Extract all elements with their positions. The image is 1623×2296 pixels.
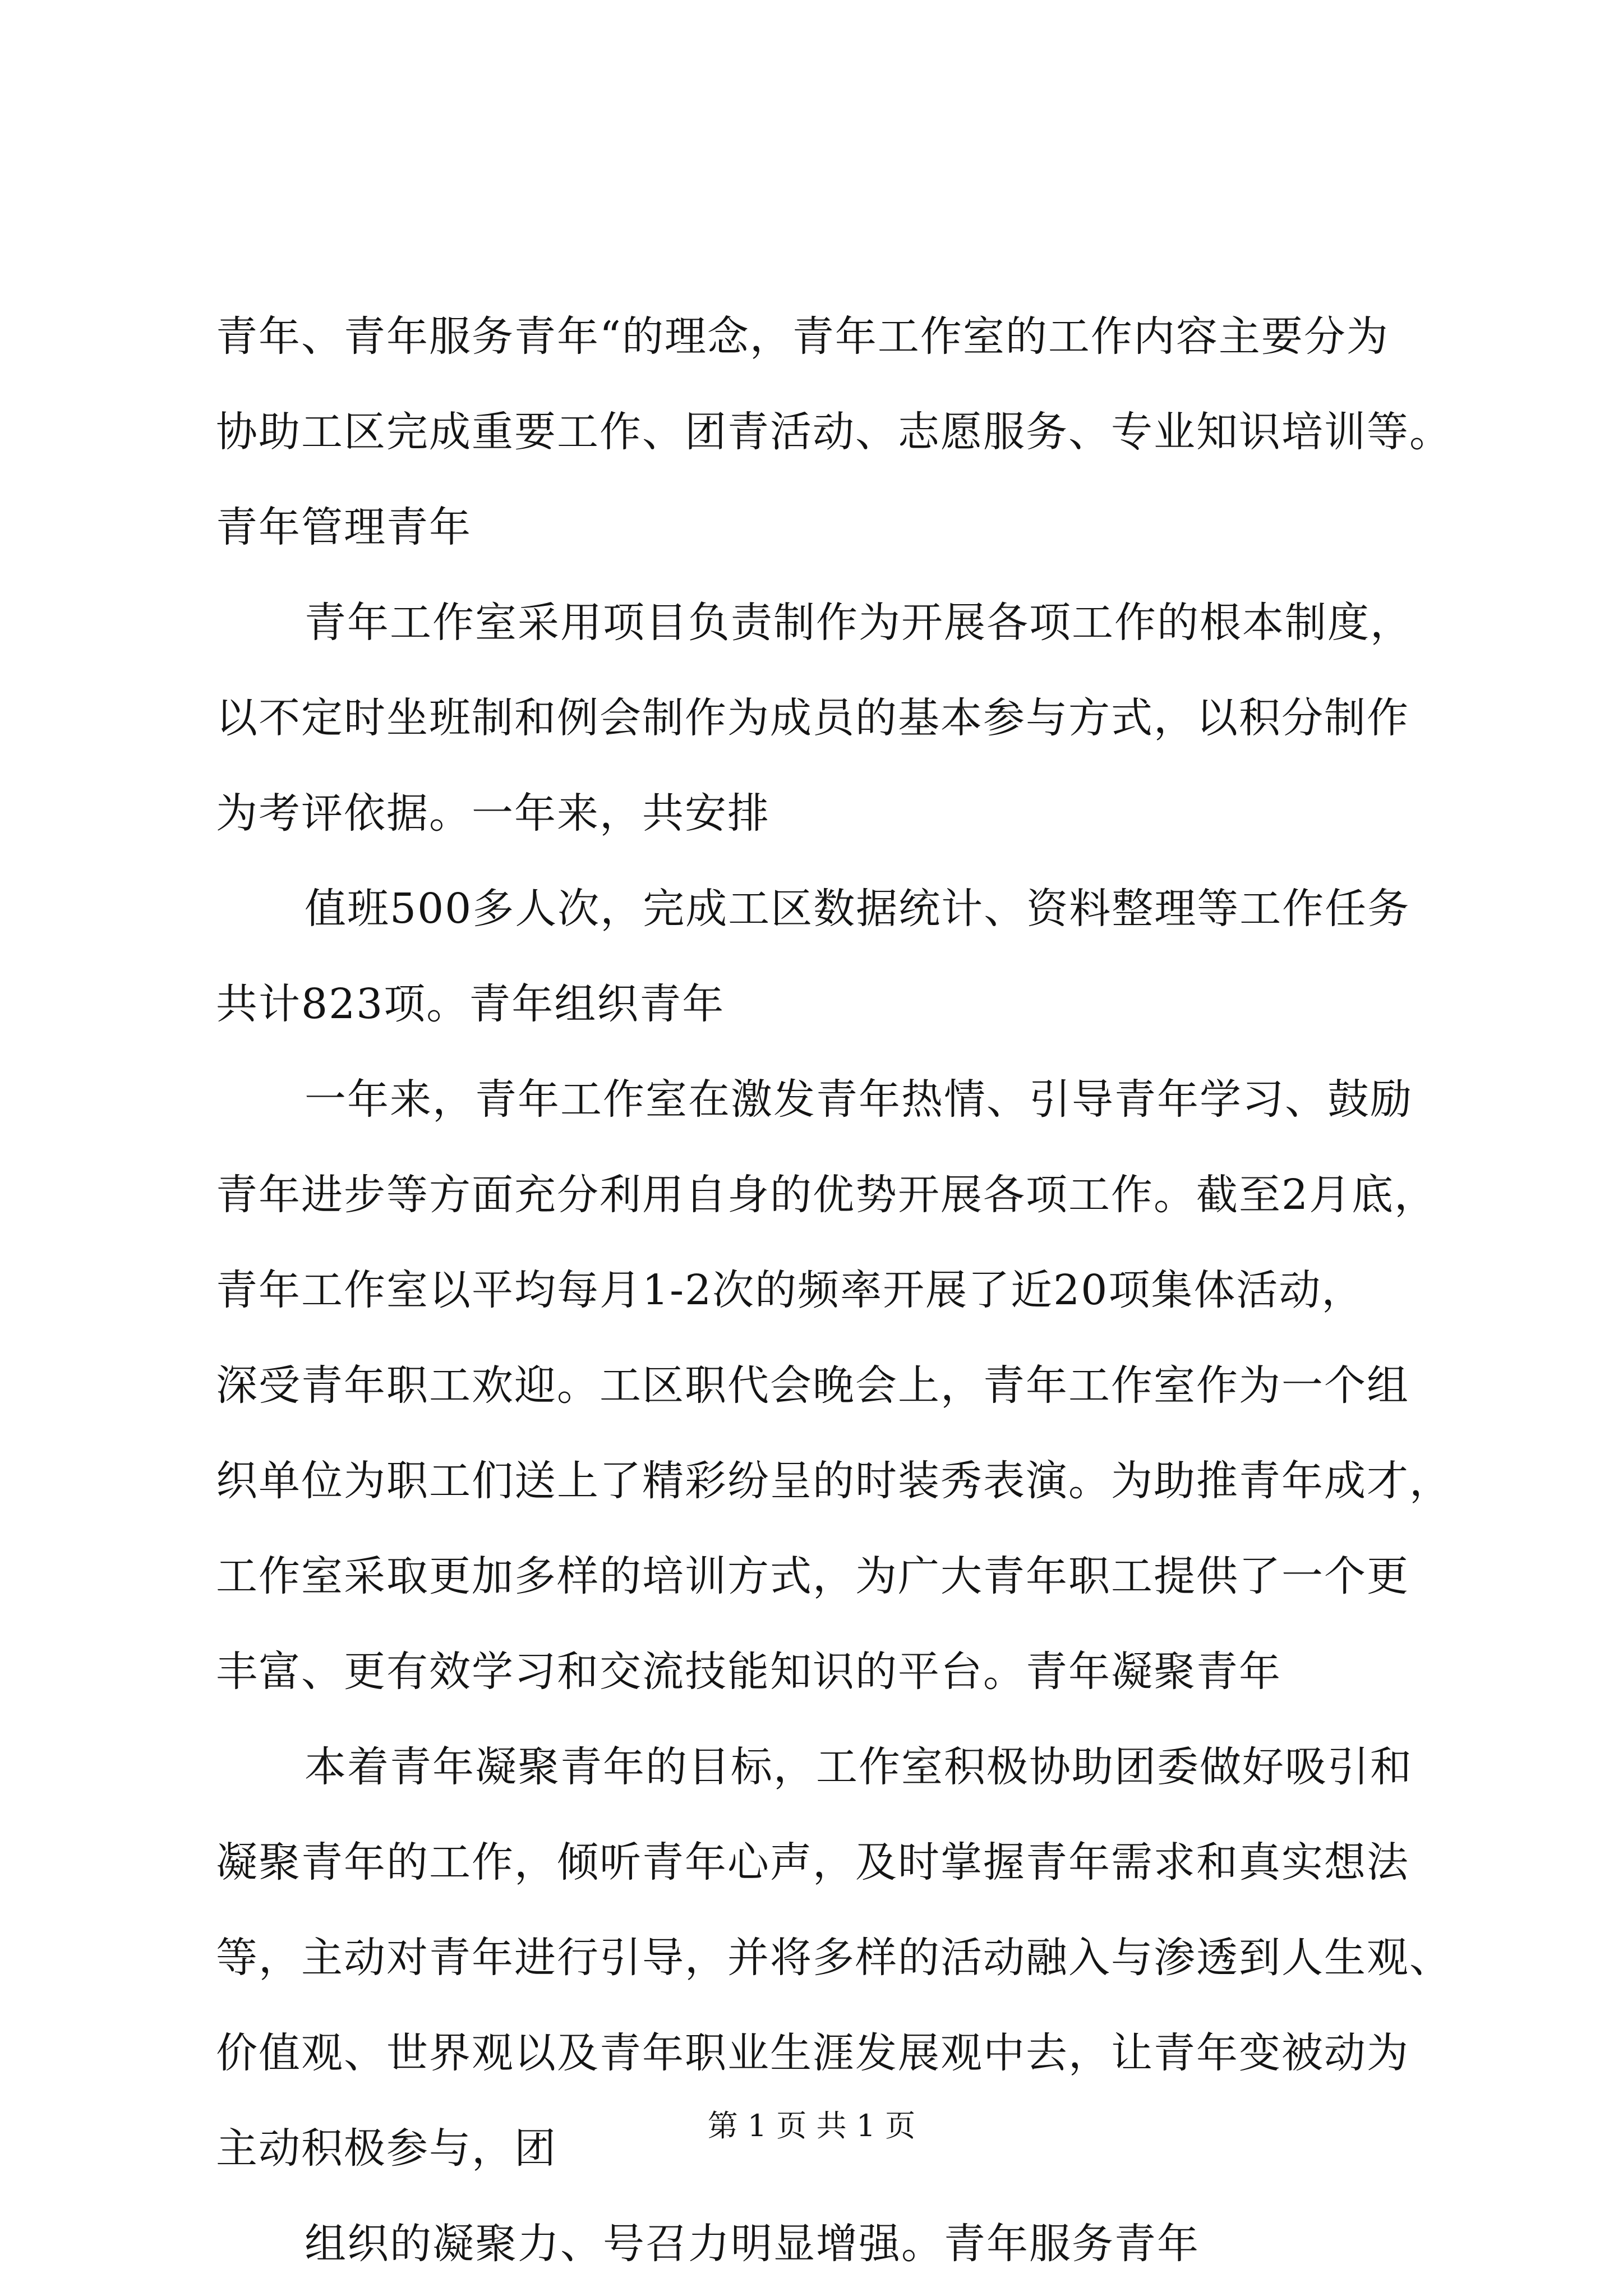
page-number-footer: 第 1 页 共 1 页 <box>707 2108 916 2143</box>
text-line: 本着青年凝聚青年的目标，工作室积极协助团委做好吸引和 <box>305 1743 1413 1791</box>
text-line: 值班500多人次，完成工区数据统计、资料整理等工作任务 <box>305 885 1410 933</box>
text-line: 一年来，青年工作室在激发青年热情、引导青年学习、鼓励 <box>305 1075 1413 1124</box>
text-line: 丰富、更有效学习和交流技能知识的平台。青年凝聚青年 <box>216 1648 1281 1696</box>
text-line: 等，主动对青年进行引导，并将多样的活动融入与渗透到人生观、 <box>216 1934 1452 1982</box>
text-line: 青年工作室以平均每月1-2次的频率开展了近20项集体活动， <box>216 1266 1364 1314</box>
text-line: 青年工作室采用项目负责制作为开展各项工作的根本制度， <box>305 599 1413 647</box>
text-line: 织单位为职工们送上了精彩纷呈的时装秀表演。为助推青年成才， <box>216 1457 1452 1505</box>
text-line: 深受青年职工欢迎。工区职代会晚会上，青年工作室作为一个组 <box>216 1361 1409 1410</box>
text-line: 工作室采取更加多样的培训方式，为广大青年职工提供了一个更 <box>216 1552 1409 1600</box>
text-line: 为考评依据。一年来，共安排 <box>216 789 770 838</box>
text-line: 共计823项。青年组织青年 <box>216 980 725 1028</box>
text-line: 主动积极参与，团 <box>216 2124 557 2173</box>
text-line: 价值观、世界观以及青年职业生涯发展观中去，让青年变被动为 <box>216 2029 1409 2077</box>
text-line: 青年进步等方面充分利用自身的优势开展各项工作。截至2月底， <box>216 1171 1437 1219</box>
text-line: 凝聚青年的工作，倾听青年心声，及时掌握青年需求和真实想法 <box>216 1838 1409 1887</box>
text-line: 青年管理青年 <box>216 503 472 551</box>
text-line: 以不定时坐班制和例会制作为成员的基本参与方式，以积分制作 <box>216 694 1409 742</box>
text-line: 组织的凝聚力、号召力明显增强。青年服务青年 <box>305 2220 1200 2268</box>
text-line: 青年、青年服务青年“的理念，青年工作室的工作内容主要分为 <box>216 312 1389 361</box>
text-line: 协助工区完成重要工作、团青活动、志愿服务、专业知识培训等。 <box>216 408 1452 456</box>
